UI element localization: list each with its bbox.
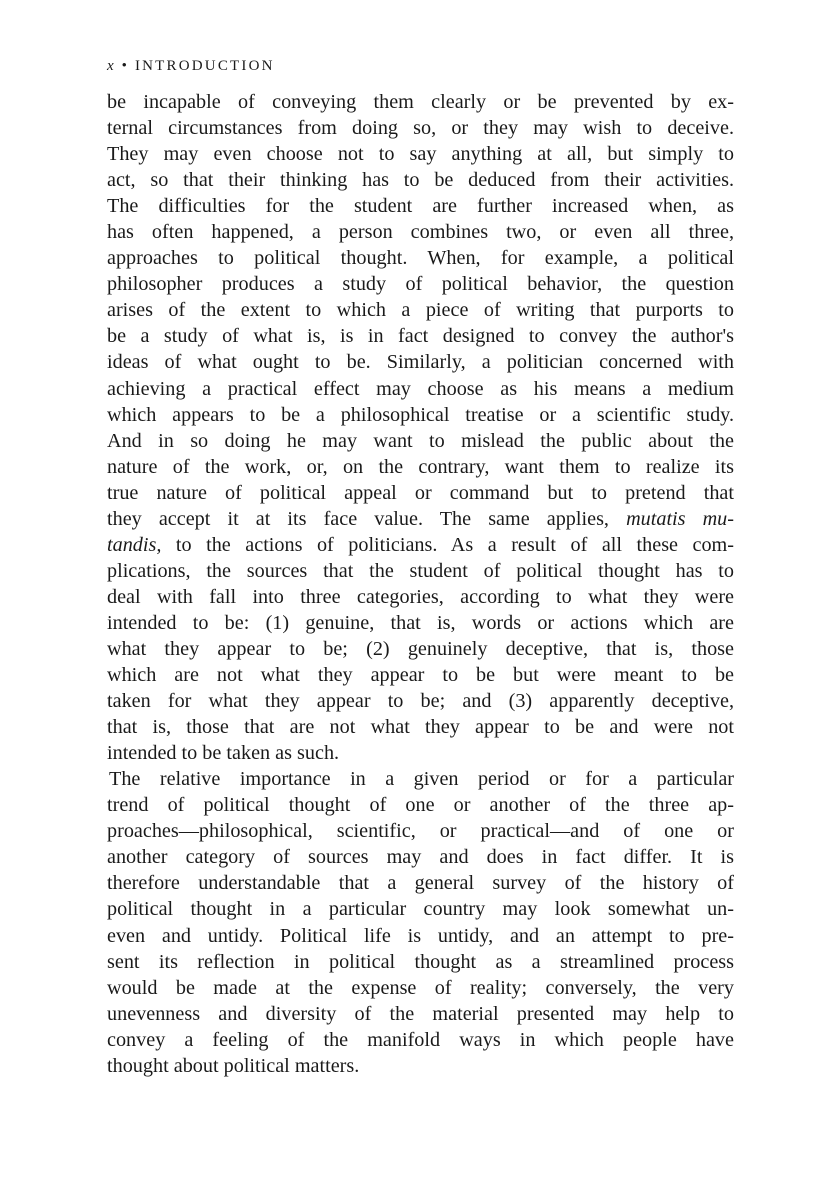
paragraph-1 (107, 89, 734, 766)
text-line: that is, those that are not what they appear to be and were not (107, 716, 734, 739)
text-line: arises of the extent to which a piece of writing that purports to (107, 299, 734, 322)
text-line: intended to be: (1) genuine, that is, words or actions which are (107, 611, 734, 634)
text-line: proaches—philosophical, scientific, or practical—and of one or (107, 820, 734, 843)
chapter-title: INTRODUCTION (134, 58, 275, 74)
text-segment: to the actions of politicians. As a result of all these com- (161, 533, 734, 556)
text-line: ternal circumstances from doing so, or they may wish to deceive. (107, 117, 734, 140)
text-line: unevenness and diversity of the material presented may help to (107, 1002, 734, 1025)
text-line: true nature of political appeal or command but to pretend that (107, 481, 734, 504)
text-line-mixed (107, 506, 734, 532)
text-line: plications, the sources that the student of political thought has to (107, 559, 734, 582)
page-number: x (107, 58, 114, 74)
text-line: which are not what they appear to be but were meant to be (107, 664, 734, 687)
text-line: thought about political matters. (107, 1054, 360, 1077)
text-line: therefore understandable that a general survey of the history of (107, 872, 734, 895)
text-line-mixed (107, 532, 734, 558)
text-line: be a study of what is, is in fact designed to convey the author's (107, 325, 734, 348)
text-line: intended to be taken as such. (107, 742, 340, 765)
running-head (107, 58, 275, 75)
italic-phrase: mutatis mu- (626, 507, 735, 530)
text-segment: they accept it at its face value. The same applies, (107, 507, 609, 530)
paragraph-2 (107, 766, 734, 1079)
text-line: The relative importance in a given period or for a particular (109, 768, 734, 791)
text-line: has often happened, a person combines two, or even all three, (107, 221, 734, 244)
text-line: even and untidy. Political life is untidy, and an attempt to pre- (107, 924, 734, 947)
text-line: what they appear to be; (2) genuinely deceptive, that is, those (107, 637, 734, 660)
text-line: sent its reflection in political thought as a streamlined process (107, 950, 734, 973)
text-line: act, so that their thinking has to be deduced from their activities. (107, 169, 734, 192)
text-line: nature of the work, or, on the contrary, want them to realize its (107, 455, 734, 478)
body-text (107, 89, 734, 1079)
text-line: approaches to political thought. When, for example, a political (107, 247, 734, 270)
text-line: deal with fall into three categories, according to what they were (107, 585, 734, 608)
text-line: convey a feeling of the manifold ways in which people have (107, 1028, 734, 1051)
text-line: be incapable of conveying them clearly or be prevented by ex- (107, 91, 734, 113)
text-line: They may even choose not to say anything at all, but simply to (107, 143, 734, 166)
text-line: And in so doing he may want to mislead the public about the (107, 429, 734, 452)
text-line: trend of political thought of one or another of the three ap- (107, 794, 734, 817)
italic-phrase: tandis, (107, 533, 162, 556)
text-line: ideas of what ought to be. Similarly, a politician concerned with (107, 351, 734, 374)
text-line: taken for what they appear to be; and (3) apparently deceptive, (107, 690, 734, 713)
text-line: would be made at the expense of reality; conversely, the very (107, 976, 734, 999)
text-line: political thought in a particular country may look somewhat un- (107, 898, 734, 921)
text-line: achieving a practical effect may choose as his means a medium (107, 377, 734, 400)
text-line: The difficulties for the student are further increased when, as (107, 195, 734, 218)
text-line: another category of sources may and does in fact differ. It is (107, 846, 734, 869)
text-line: which appears to be a philosophical treatise or a scientific study. (107, 403, 734, 426)
text-line: philosopher produces a study of political behavior, the question (107, 273, 734, 296)
header-separator: • (121, 58, 127, 74)
